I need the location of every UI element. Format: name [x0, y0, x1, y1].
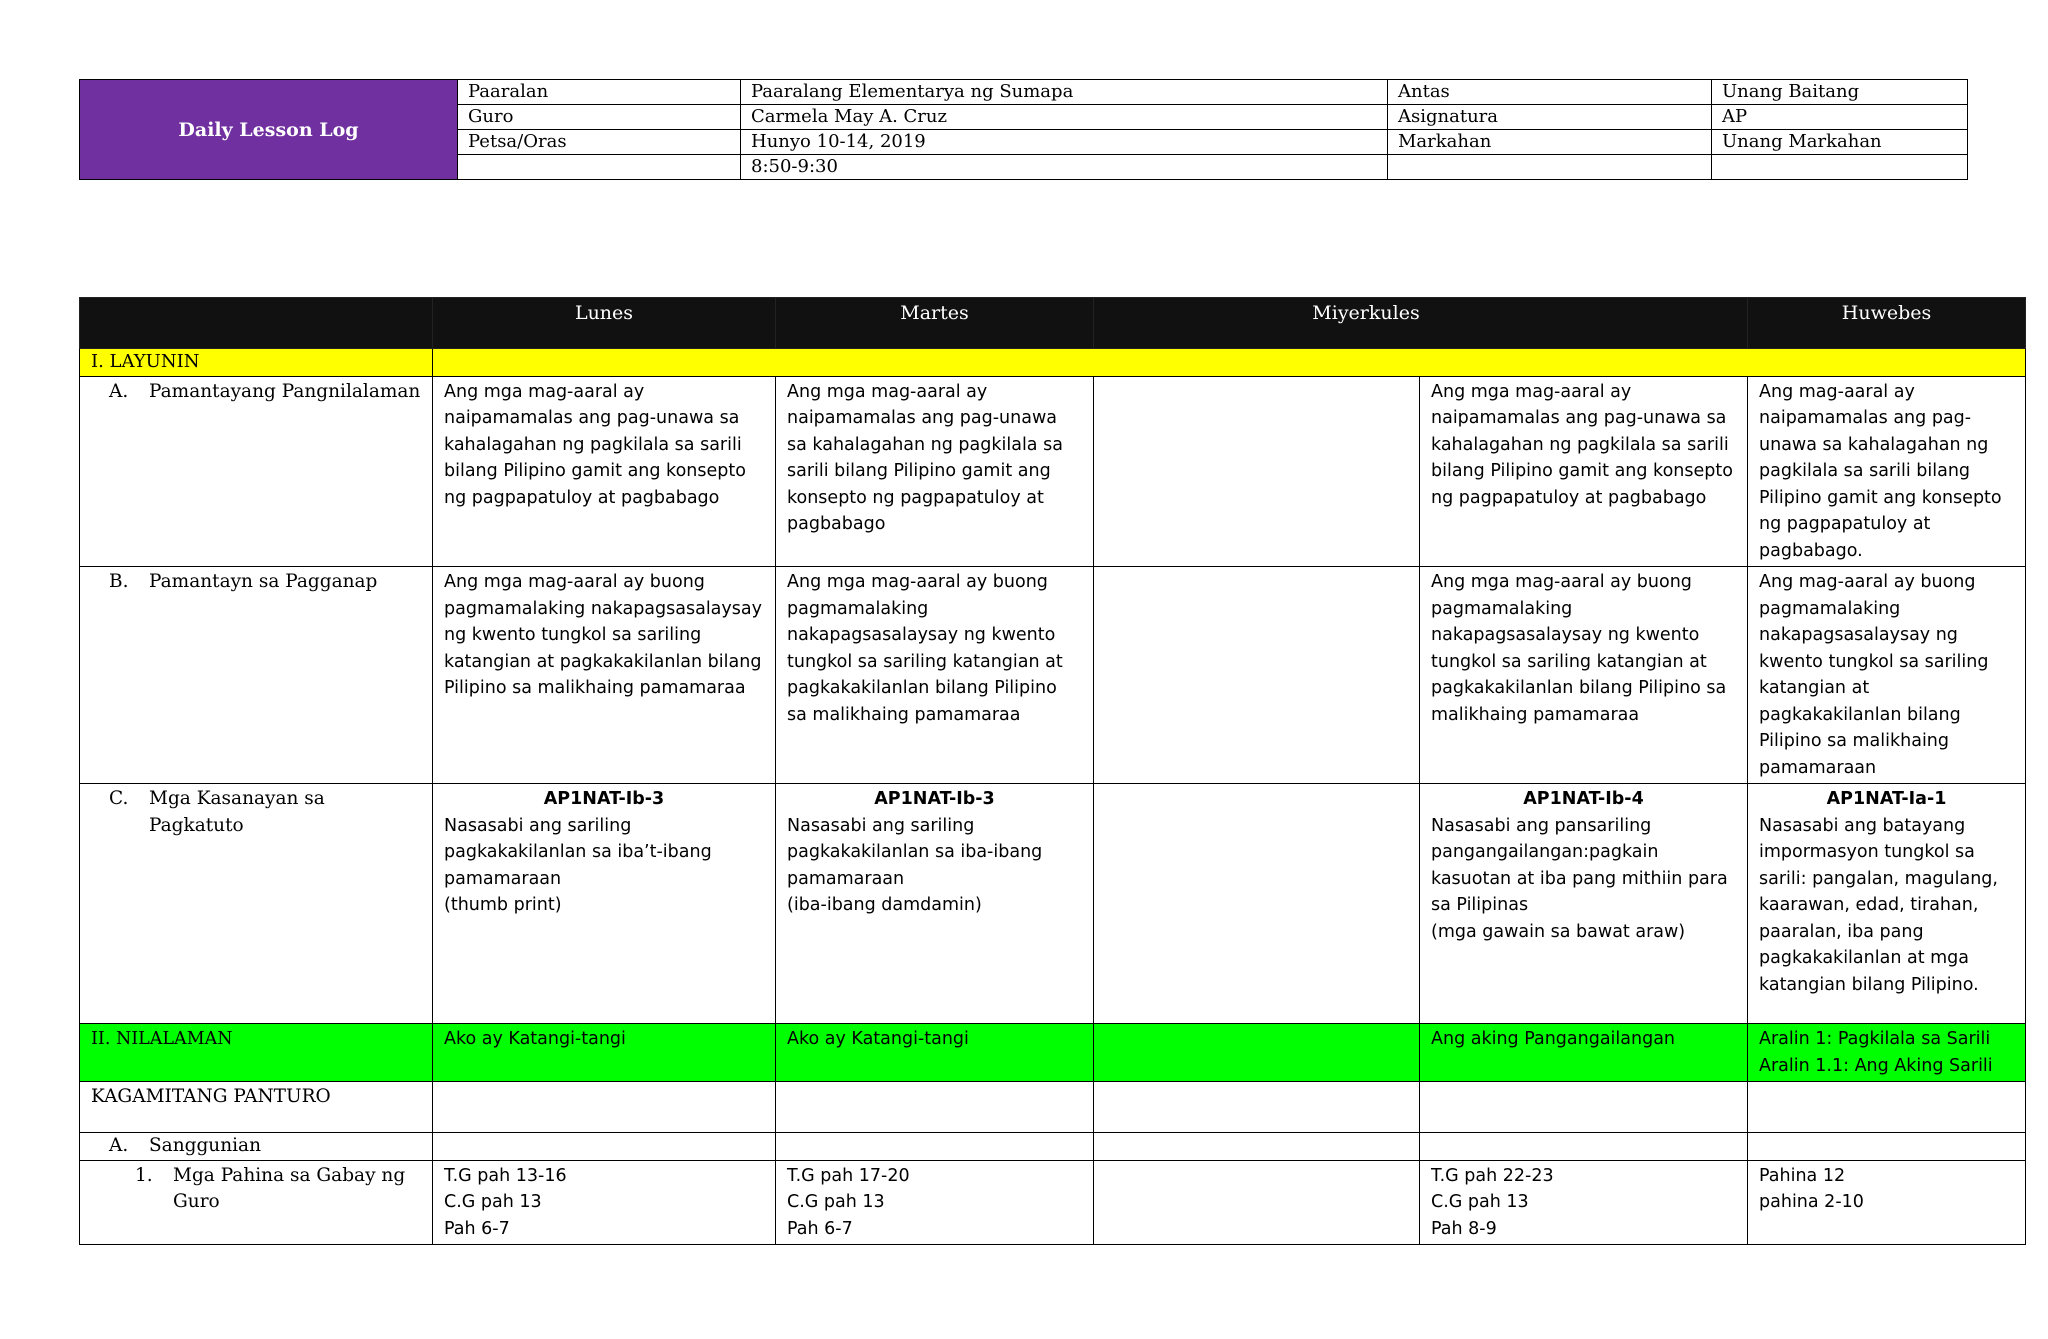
- row-num: 1.: [135, 1164, 153, 1186]
- header-label-guro: Guro: [458, 105, 741, 130]
- cell-martes: Ako ay Katangi-tangi: [776, 1024, 1094, 1082]
- row-label-text: Mga Pahina sa Gabay ng Guro: [173, 1164, 406, 1212]
- cell-miyerkules: [1094, 1133, 1420, 1161]
- lesson-table: [79, 297, 2026, 1245]
- header-value-guro: Carmela May A. Cruz: [741, 105, 1388, 130]
- cell-huwebes: Ang mga mag-aaral ay naipamamalas ang pag-unawa sa kahalagahan ng pagkilala sa sarili bilang Pilipino gamit ang konsepto ng pagpapatuloy at pagbabago: [1420, 376, 1748, 567]
- cell-biyernes: [1748, 1133, 2026, 1161]
- gabay-row: [80, 1160, 2026, 1245]
- row-label-text: Sanggunian: [149, 1135, 261, 1156]
- cell-huwebes: [1420, 1082, 1748, 1133]
- header-value-oras: 8:50-9:30: [741, 155, 1388, 180]
- page-title: Daily Lesson Log: [80, 80, 458, 180]
- section-kagamitan: KAGAMITANG PANTURO: [80, 1082, 433, 1133]
- competency-code: AP1NAT-Ia-1: [1826, 789, 1947, 809]
- table-row: [80, 376, 2026, 567]
- competency-text: Nasasabi ang pansariling pangangailangan:pagkain kasuotan at iba pang mithiin para sa Pilipinas (mga gawain sa bawat araw): [1431, 815, 1728, 942]
- cell-huwebes: Ang aking Pangangailangan: [1420, 1024, 1748, 1082]
- competency-text: Nasasabi ang sariling pagkakakilanlan sa iba’t-ibang pamamaraan (thumb print): [444, 815, 712, 915]
- day-miyerkules: Miyerkules: [1094, 298, 1748, 349]
- row-label-gabay: [80, 1160, 433, 1245]
- cell-biyernes: Pahina 12 pahina 2-10: [1748, 1160, 2026, 1245]
- header-label-antas: Antas: [1388, 80, 1712, 105]
- cell-miyerkules: [1094, 567, 1420, 784]
- cell-huwebes: Ang mga mag-aaral ay buong pagmamalaking nakapagsasalaysay ng kwento tungkol sa sariling katangian at pagkakakilanlan bilang Pilipino sa malikhaing pamamaraa: [1420, 567, 1748, 784]
- cell-miyerkules: [1094, 1160, 1420, 1245]
- day-lunes: Lunes: [433, 298, 776, 349]
- table-row: [80, 567, 2026, 784]
- row-label-pangnilalaman: [80, 376, 433, 567]
- row-label-text: Mga Kasanayan sa Pagkatuto: [149, 788, 325, 836]
- row-num: A.: [109, 1135, 129, 1156]
- nilalaman-row: [80, 1024, 2026, 1082]
- row-num: C.: [109, 788, 129, 809]
- header-empty-label2: [1388, 155, 1712, 180]
- layunin-row: [80, 349, 2026, 377]
- cell-martes: [776, 1133, 1094, 1161]
- cell-lunes: T.G pah 13-16 C.G pah 13 Pah 6-7: [433, 1160, 776, 1245]
- cell-lunes: Ang mga mag-aaral ay buong pagmamalaking nakapagsasalaysay ng kwento tungkol sa sariling katangian at pagkakakilanlan bilang Pilipino sa malikhaing pamamaraa: [433, 567, 776, 784]
- days-header-corner: [80, 298, 433, 349]
- row-label-pagganap: [80, 567, 433, 784]
- layunin-fill: [433, 349, 2026, 377]
- cell-biyernes: Aralin 1: Pagkilala sa Sarili Aralin 1.1: Ang Aking Sarili: [1748, 1024, 2026, 1082]
- cell-huwebes: [1420, 784, 1748, 1024]
- section-nilalaman: II. NILALAMAN: [80, 1024, 433, 1082]
- cell-huwebes: T.G pah 22-23 C.G pah 13 Pah 8-9: [1420, 1160, 1748, 1245]
- header-label-paaralan: Paaralan: [458, 80, 741, 105]
- header-value-asignatura: AP: [1712, 105, 1968, 130]
- header-empty-value2: [1712, 155, 1968, 180]
- cell-miyerkules: [1094, 1082, 1420, 1133]
- cell-martes: [776, 784, 1094, 1024]
- header-table: [79, 79, 1968, 180]
- day-huwebes: Huwebes: [1748, 298, 2026, 349]
- row-label-sanggunian: [80, 1133, 433, 1161]
- competency-code: AP1NAT-Ib-4: [1523, 789, 1644, 809]
- row-num: B.: [109, 571, 129, 592]
- cell-biyernes: Ang mag-aaral ay naipamamalas ang pag-unawa sa kahalagahan ng pagkilala sa sarili bilang Pilipino gamit ang konsepto ng pagpapatuloy at pagbabago.: [1748, 376, 2026, 567]
- cell-lunes: Ang mga mag-aaral ay naipamamalas ang pag-unawa sa kahalagahan ng pagkilala sa sarili bilang Pilipino gamit ang konsepto ng pagpapatuloy at pagbabago: [433, 376, 776, 567]
- cell-martes: T.G pah 17-20 C.G pah 13 Pah 6-7: [776, 1160, 1094, 1245]
- kagamitan-row: [80, 1082, 2026, 1133]
- header-value-petsa: Hunyo 10-14, 2019: [741, 130, 1388, 155]
- section-layunin: I. LAYUNIN: [80, 349, 433, 377]
- cell-lunes: [433, 1082, 776, 1133]
- cell-martes: Ang mga mag-aaral ay naipamamalas ang pag-unawa sa kahalagahan ng pagkilala sa sarili bilang Pilipino gamit ang konsepto ng pagpapatuloy at pagbabago: [776, 376, 1094, 567]
- header-label-markahan: Markahan: [1388, 130, 1712, 155]
- sanggunian-row: [80, 1133, 2026, 1161]
- cell-biyernes: [1748, 1082, 2026, 1133]
- competency-text: Nasasabi ang batayang impormasyon tungkol sa sarili: pangalan, magulang, kaarawan, edad, tirahan, paaralan, iba pang pagkakakilanlan at mga katangian bilang Pilipino.: [1759, 815, 1998, 995]
- cell-miyerkules: [1094, 376, 1420, 567]
- competency-code: AP1NAT-Ib-3: [543, 789, 665, 809]
- cell-biyernes: Ang mag-aaral ay buong pagmamalaking nakapagsasalaysay ng kwento tungkol sa sariling katangian at pagkakakilanlan bilang Pilipino sa malikhaing pamamaraan: [1748, 567, 2026, 784]
- cell-huwebes: [1420, 1133, 1748, 1161]
- table-row: [80, 784, 2026, 1024]
- header-value-paaralan: Paaralang Elementarya ng Sumapa: [741, 80, 1388, 105]
- row-label-text: Pamantayn sa Pagganap: [149, 571, 378, 592]
- row-label-kasanayan: [80, 784, 433, 1024]
- row-num: A.: [109, 380, 129, 402]
- cell-martes: [776, 1082, 1094, 1133]
- cell-miyerkules: [1094, 1024, 1420, 1082]
- header-label-petsa: Petsa/Oras: [458, 130, 741, 155]
- header-empty-label: [458, 155, 741, 180]
- cell-miyerkules: [1094, 784, 1420, 1024]
- cell-lunes: Ako ay Katangi-tangi: [433, 1024, 776, 1082]
- header-value-markahan: Unang Markahan: [1712, 130, 1968, 155]
- cell-martes: Ang mga mag-aaral ay buong pagmamalaking nakapagsasalaysay ng kwento tungkol sa sariling katangian at pagkakakilanlan bilang Pilipino sa malikhaing pamamaraa: [776, 567, 1094, 784]
- competency-code: AP1NAT-Ib-3: [874, 789, 995, 809]
- competency-text: Nasasabi ang sariling pagkakakilanlan sa iba-ibang pamamaraan (iba-ibang damdamin): [787, 815, 1043, 915]
- day-martes: Martes: [776, 298, 1094, 349]
- cell-lunes: [433, 784, 776, 1024]
- cell-biyernes: [1748, 784, 2026, 1024]
- days-header-row: [80, 298, 2026, 349]
- header-label-asignatura: Asignatura: [1388, 105, 1712, 130]
- header-value-antas: Unang Baitang: [1712, 80, 1968, 105]
- row-label-text: Pamantayang Pangnilalaman: [149, 380, 421, 402]
- cell-lunes: [433, 1133, 776, 1161]
